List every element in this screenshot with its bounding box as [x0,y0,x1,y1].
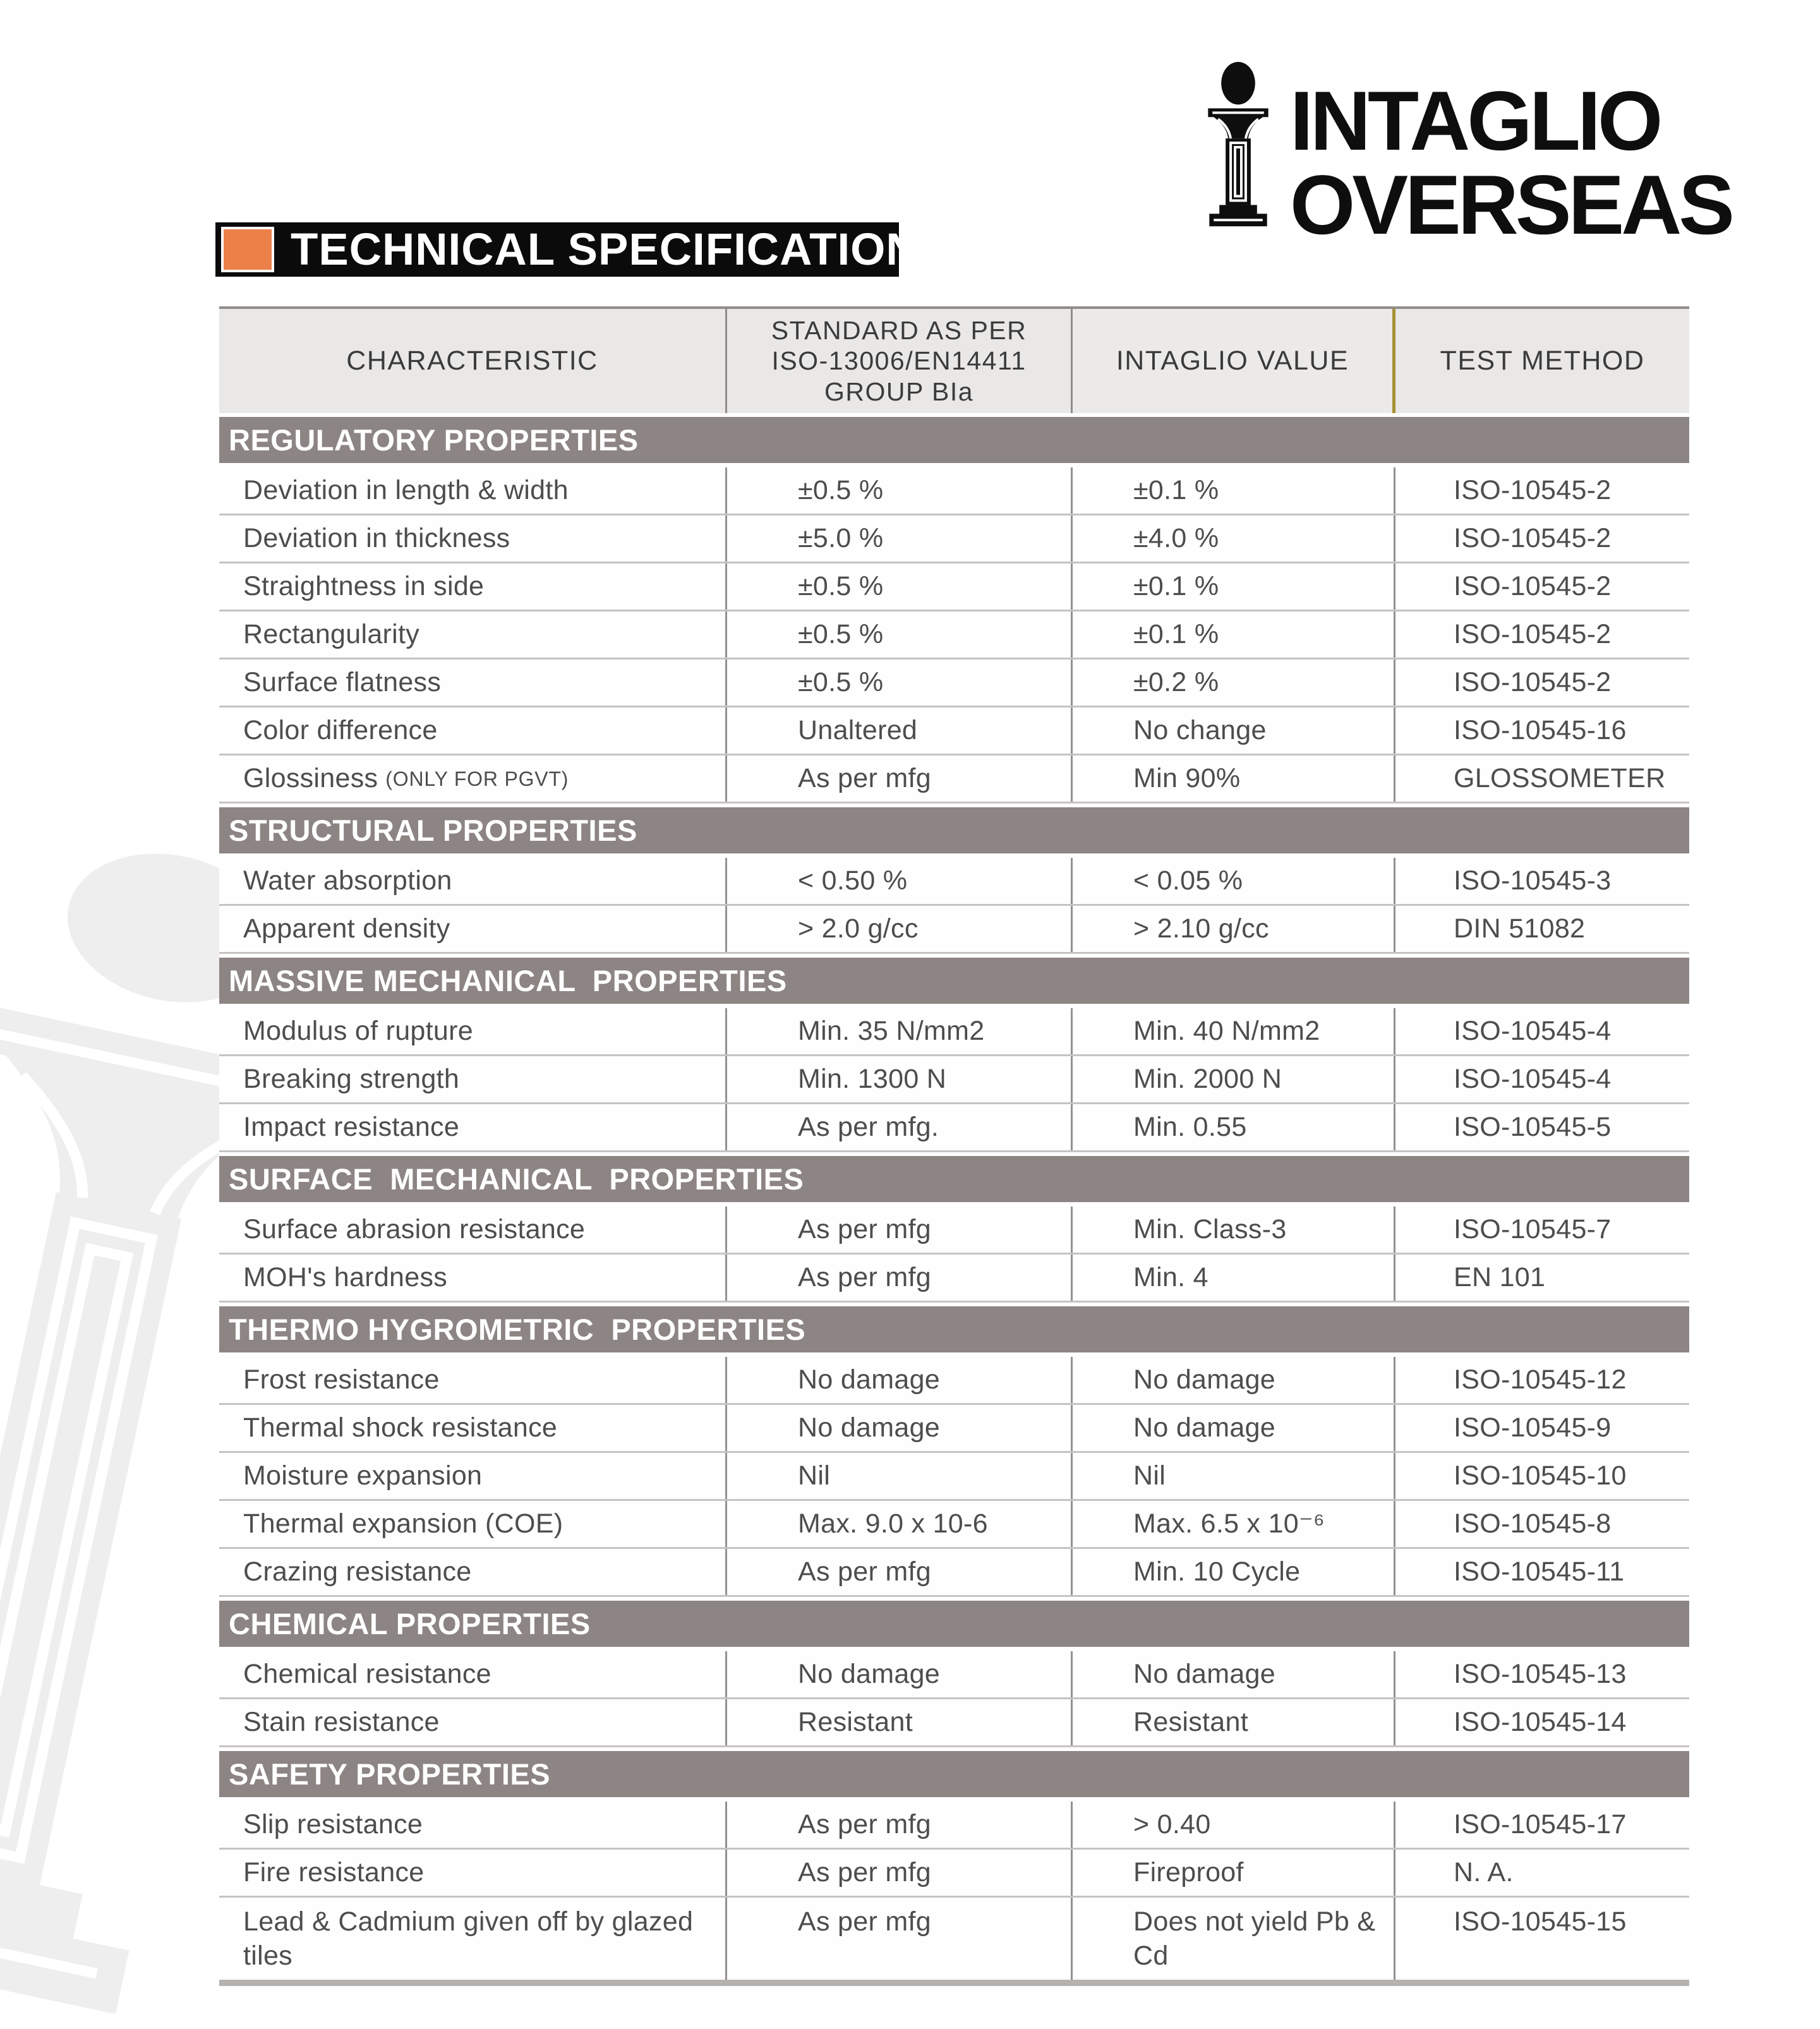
value-cell: Min. 0.55 [1073,1104,1395,1150]
method-cell: N. A. [1454,1857,1514,1888]
standard-cell: As per mfg [727,756,1073,802]
standard-cell: ±0.5 % [727,563,1073,610]
standard-cell: ±5.0 % [727,515,1073,562]
table-row [219,1898,1689,1980]
table-row [219,906,1689,954]
orange-accent-square [221,227,274,272]
table-row [219,1255,1689,1303]
value-cell: Min. 4 [1073,1255,1395,1301]
method-cell: DIN 51082 [1454,913,1586,944]
standard-cell: As per mfg [727,1850,1073,1896]
table-row [219,1405,1689,1453]
value-cell: Min. 10 Cycle [1073,1549,1395,1595]
section-title: THERMO HYGROMETRIC PROPERTIES [229,1313,806,1346]
standard-cell: ±0.5 % [727,467,1073,514]
column-header-standard [727,309,1073,413]
value-cell: ±0.1 % [1073,563,1395,610]
table-row [219,858,1689,906]
table-row [219,1207,1689,1255]
method-cell: ISO-10545-15 [1454,1906,1627,1937]
intaglio-logo [1202,61,1732,252]
standard-cell: > 2.0 g/cc [727,906,1073,952]
table-row [219,563,1689,611]
method-cell: ISO-10545-12 [1454,1364,1627,1395]
brand-name-line1: INTAGLIO [1289,75,1660,168]
standard-cell: As per mfg [727,1207,1073,1253]
characteristic-cell: Surface abrasion resistance [219,1207,727,1253]
value-cell: Min. 2000 N [1073,1056,1395,1102]
method-cell: ISO-10545-2 [1454,618,1612,649]
characteristic-cell: Deviation in length & width [219,467,727,514]
table-row [219,1104,1689,1152]
value-cell: Max. 6.5 x 10⁻⁶ [1073,1501,1395,1547]
characteristic-cell: Fire resistance [219,1850,727,1896]
characteristic-cell: Apparent density [219,906,727,952]
table-row [219,1008,1689,1056]
standard-cell: As per mfg [727,1898,1073,1980]
specification-table [219,306,1689,1986]
section-title: REGULATORY PROPERTIES [229,423,639,457]
section-header-chemical [219,1597,1689,1651]
standard-header-line3: GROUP BIa [824,376,974,406]
standard-cell: Min. 35 N/mm2 [727,1008,1073,1054]
standard-cell: Min. 1300 N [727,1056,1073,1102]
method-cell: ISO-10545-16 [1454,714,1627,745]
characteristic-cell: Crazing resistance [219,1549,727,1595]
characteristic-cell: Stain resistance [219,1699,727,1745]
method-cell: ISO-10545-2 [1454,570,1612,601]
section-header-safety [219,1747,1689,1802]
standard-header-line1: STANDARD AS PER [771,315,1027,345]
value-cell: ±0.2 % [1073,659,1395,706]
characteristic-cell: Modulus of rupture [219,1008,727,1054]
section-title: CHEMICAL PROPERTIES [229,1607,591,1641]
table-row [219,1549,1689,1597]
standard-cell: No damage [727,1357,1073,1403]
section-header-structural [219,804,1689,858]
standard-header-line2: ISO-13006/EN14411 [771,346,1027,376]
section-header-regulatory [219,413,1689,467]
characteristic-cell: Breaking strength [219,1056,727,1102]
value-cell: Nil [1073,1453,1395,1499]
table-row [219,611,1689,659]
standard-cell: No damage [727,1651,1073,1697]
method-cell: ISO-10545-9 [1454,1412,1612,1443]
method-cell: GLOSSOMETER [1454,762,1666,793]
table-row [219,1357,1689,1405]
section-header-surface-mechanical [219,1152,1689,1207]
column-header-characteristic: CHARACTERISTIC [219,309,727,413]
value-cell: Does not yield Pb & Cd [1073,1898,1395,1980]
method-cell: ISO-10545-2 [1454,666,1612,697]
method-cell: ISO-10545-5 [1454,1111,1612,1142]
value-cell: > 2.10 g/cc [1073,906,1395,952]
method-cell: ISO-10545-7 [1454,1213,1612,1244]
method-cell: EN 101 [1454,1261,1546,1292]
method-cell: ISO-10545-2 [1454,474,1612,505]
section-header-thermo-hygrometric [219,1303,1689,1357]
table-row [219,515,1689,563]
characteristic-cell: Frost resistance [219,1357,727,1403]
section-title: MASSIVE MECHANICAL PROPERTIES [229,964,787,997]
value-cell: < 0.05 % [1073,858,1395,904]
method-cell: ISO-10545-10 [1454,1460,1627,1491]
standard-cell: Resistant [727,1699,1073,1745]
table-row [219,1056,1689,1104]
value-cell: ±0.1 % [1073,467,1395,514]
standard-cell: ±0.5 % [727,611,1073,658]
standard-cell: As per mfg. [727,1104,1073,1150]
value-cell: Min. Class-3 [1073,1207,1395,1253]
section-title: STRUCTURAL PROPERTIES [229,814,637,847]
characteristic-cell: Thermal shock resistance [219,1405,727,1451]
standard-cell: < 0.50 % [727,858,1073,904]
standard-cell: Max. 9.0 x 10-6 [727,1501,1073,1547]
method-cell: ISO-10545-3 [1454,865,1612,896]
section-title: SURFACE MECHANICAL PROPERTIES [229,1162,804,1196]
characteristic-cell: Chemical resistance [219,1651,727,1697]
table-row [219,1453,1689,1501]
method-cell: ISO-10545-13 [1454,1658,1627,1689]
characteristic-cell: Rectangularity [219,611,727,658]
page-title: TECHNICAL SPECIFICATION [291,224,919,275]
table-header-row [219,309,1689,413]
value-cell: Resistant [1073,1699,1395,1745]
characteristic-cell: Straightness in side [219,563,727,610]
method-cell: ISO-10545-2 [1454,522,1612,553]
value-cell: ±0.1 % [1073,611,1395,658]
standard-cell: Unaltered [727,707,1073,754]
value-cell: No damage [1073,1405,1395,1451]
title-bar [215,222,919,277]
table-row [219,1651,1689,1699]
section-title: SAFETY PROPERTIES [229,1757,551,1791]
characteristic-cell [219,756,727,802]
method-cell: ISO-10545-17 [1454,1809,1627,1839]
characteristic-cell: Lead & Cadmium given off by glazed tiles [219,1898,727,1980]
standard-cell: Nil [727,1453,1073,1499]
value-cell: Fireproof [1073,1850,1395,1896]
standard-cell: As per mfg [727,1802,1073,1848]
method-cell: ISO-10545-4 [1454,1063,1612,1094]
characteristic-cell: Deviation in thickness [219,515,727,562]
value-cell: No change [1073,707,1395,754]
section-header-massive-mechanical [219,954,1689,1008]
standard-cell: ±0.5 % [727,659,1073,706]
standard-cell: No damage [727,1405,1073,1451]
intaglio-column-icon [1202,61,1277,249]
method-cell: ISO-10545-8 [1454,1508,1612,1539]
characteristic-note: (ONLY FOR PGVT) [385,767,569,790]
characteristic-cell: Surface flatness [219,659,727,706]
method-cell: ISO-10545-4 [1454,1015,1612,1046]
brand-name-line2: OVERSEAS [1289,159,1732,252]
standard-cell: As per mfg [727,1549,1073,1595]
brand-name [1289,75,1732,252]
table-row [219,1501,1689,1549]
value-cell: Min. 40 N/mm2 [1073,1008,1395,1054]
characteristic-cell: Moisture expansion [219,1453,727,1499]
method-cell: ISO-10545-14 [1454,1706,1627,1737]
method-cell: ISO-10545-11 [1454,1556,1625,1587]
table-row [219,1802,1689,1850]
value-cell: ±4.0 % [1073,515,1395,562]
characteristic-main: Glossiness [243,762,378,793]
standard-cell: As per mfg [727,1255,1073,1301]
value-cell: No damage [1073,1651,1395,1697]
characteristic-cell: Impact resistance [219,1104,727,1150]
column-header-test-method: TEST METHOD [1440,346,1645,376]
table-row [219,467,1689,515]
table-row [219,659,1689,707]
characteristic-cell: Water absorption [219,858,727,904]
characteristic-cell: MOH's hardness [219,1255,727,1301]
table-row [219,1699,1689,1747]
value-cell: Min 90% [1073,756,1395,802]
characteristic-cell: Slip resistance [219,1802,727,1848]
table-row [219,707,1689,756]
value-cell: > 0.40 [1073,1802,1395,1848]
characteristic-cell: Color difference [219,707,727,754]
table-row [219,1850,1689,1898]
characteristic-cell: Thermal expansion (COE) [219,1501,727,1547]
value-cell: No damage [1073,1357,1395,1403]
column-header-intaglio-value: INTAGLIO VALUE [1073,309,1395,413]
table-row [219,756,1689,804]
